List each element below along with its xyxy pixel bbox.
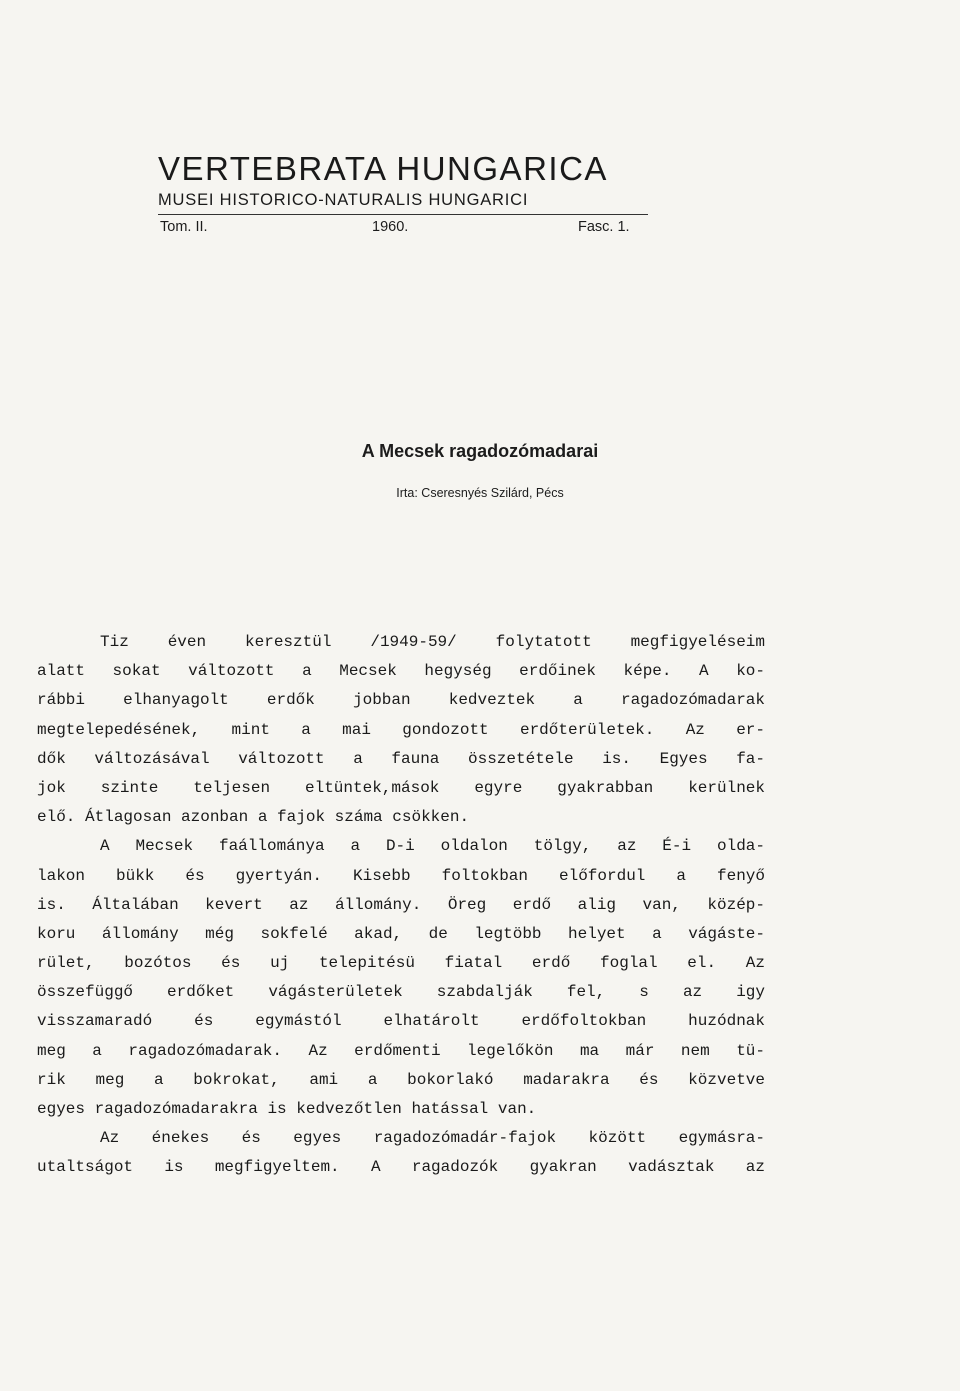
publication-year: 1960. bbox=[372, 219, 409, 235]
body-line: rábbi elhanyagolt erdők jobban kedveztek a ragadozómadarak bbox=[37, 691, 765, 710]
body-line: Az énekes és egyes ragadozómadár-fajok között egymásra- bbox=[100, 1129, 765, 1148]
body-line: is. Általában kevert az állomány. Öreg erdő alig van, közép- bbox=[37, 895, 765, 914]
body-line: rik meg a bokrokat, ami a bokorlakó madarakra és közvetve bbox=[37, 1070, 765, 1089]
body-line: visszamaradó és egymástól elhatárolt erdőfoltokban huzódnak bbox=[37, 1012, 765, 1031]
journal-header bbox=[158, 150, 650, 243]
journal-meta bbox=[158, 219, 650, 243]
article-title: A Mecsek ragadozómadarai bbox=[361, 441, 599, 461]
fascicle-number: Fasc. 1. bbox=[578, 219, 630, 235]
article-body bbox=[37, 628, 765, 1183]
body-line: rület, bozótos és uj telepitésü fiatal erdő foglal el. Az bbox=[37, 954, 765, 973]
body-line: utaltságot is megfigyeltem. A ragadozók gyakran vadásztak az bbox=[37, 1158, 765, 1177]
body-line: egyes ragadozómadarakra is kedvezőtlen hatással van. bbox=[37, 1100, 537, 1118]
journal-title: VERTEBRATA HUNGARICA bbox=[158, 150, 608, 187]
body-line: meg a ragadozómadarak. Az erdőmenti legelőkön ma már nem tü- bbox=[37, 1041, 765, 1060]
article-author: Irta: Cseresnyés Szilárd, Pécs bbox=[396, 486, 564, 500]
body-line: elő. Átlagosan azonban a fajok száma csökken. bbox=[37, 808, 470, 827]
body-line: koru állomány még sokfelé akad, de legtöbb helyet a vágáste- bbox=[37, 924, 765, 943]
header-rule bbox=[158, 214, 648, 215]
journal-subtitle: MUSEI HISTORICO-NATURALIS HUNGARICI bbox=[158, 191, 529, 209]
body-line: összefüggő erdőket vágásterületek szabdalják fel, s az igy bbox=[37, 983, 765, 1002]
body-line: jok szinte teljesen eltüntek,mások egyre gyakrabban kerülnek bbox=[37, 778, 765, 797]
volume-number: Tom. II. bbox=[160, 219, 208, 235]
body-line: Tiz éven keresztül /1949-59/ folytatott megfigyeléseim bbox=[100, 633, 765, 651]
body-line: dők változásával változott a fauna összetétele is. Egyes fa- bbox=[37, 749, 765, 768]
body-line: megtelepedésének, mint a mai gondozott erdőterületek. Az er- bbox=[37, 720, 765, 739]
body-line: A Mecsek faállománya a D-i oldalon tölgy, az É-i olda- bbox=[100, 837, 765, 856]
body-line: alatt sokat változott a Mecsek hegység erdőinek képe. A ko- bbox=[37, 662, 765, 681]
body-line: lakon bükk és gyertyán. Kisebb foltokban előfordul a fenyő bbox=[37, 866, 765, 885]
